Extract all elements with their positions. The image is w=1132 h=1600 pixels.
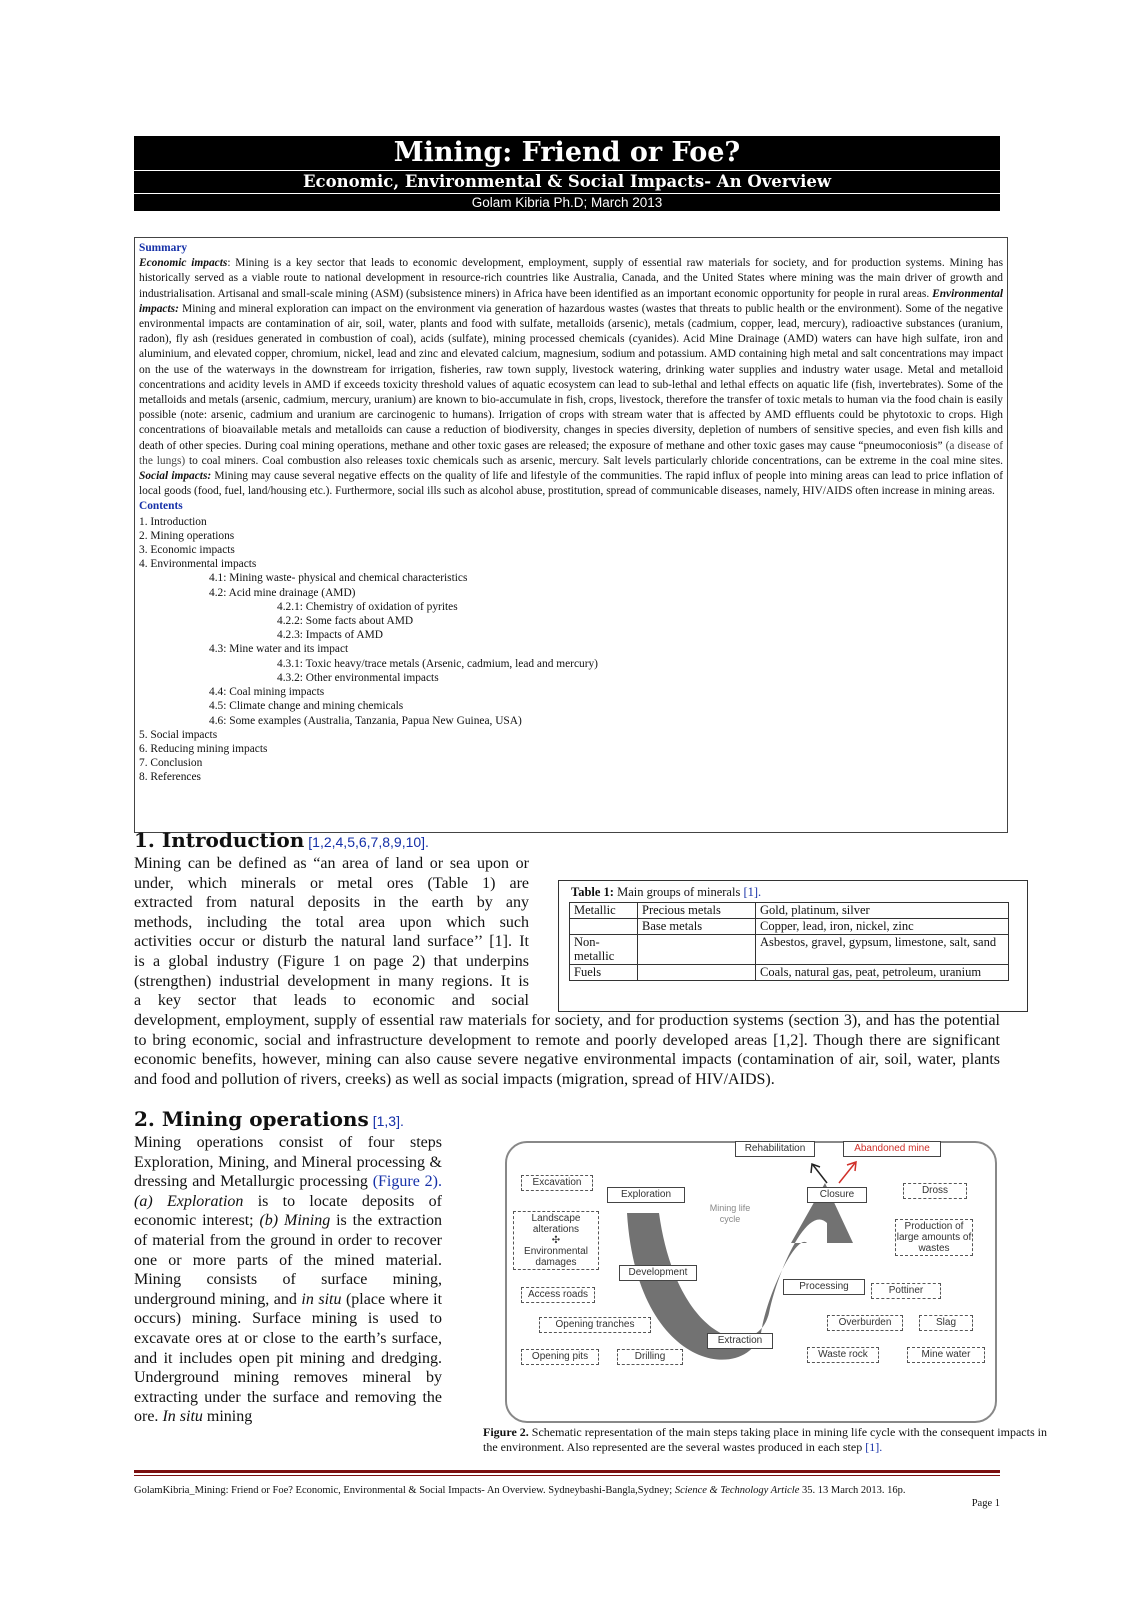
environmental-impacts-label: Environmental impacts: xyxy=(139,287,1003,315)
footer-citation xyxy=(134,1484,1000,1497)
toc-item[interactable]: 4.3.1: Toxic heavy/trace metals (Arsenic, cadmium, lead and mercury) xyxy=(277,657,598,670)
env-damage-label: Environmental damages xyxy=(524,1246,588,1268)
processing-box: Processing xyxy=(783,1279,865,1295)
slag-box: Slag xyxy=(919,1315,973,1331)
toc-item[interactable]: 4.4: Coal mining impacts xyxy=(209,686,325,699)
toc-item[interactable]: 4.2.3: Impacts of AMD xyxy=(277,629,383,642)
table-cell: Asbestos, gravel, gypsum, limestone, salt, sand xyxy=(756,934,1009,965)
toc-item[interactable]: 4.2.1: Chemistry of oxidation of pyrites xyxy=(277,600,458,613)
life-cycle-label: Mining life cycle xyxy=(705,1203,755,1225)
overburden-box: Overburden xyxy=(827,1315,903,1331)
abandoned-mine-box: Abandoned mine xyxy=(843,1141,941,1157)
table-cell: Precious metals xyxy=(638,903,756,919)
toc-item[interactable]: 4.2.2: Some facts about AMD xyxy=(277,615,414,628)
minerals-table xyxy=(569,902,1009,981)
table1-caption xyxy=(571,885,761,900)
table-cell: Non-metallic xyxy=(570,934,638,965)
production-wastes-box: Production of large amounts of wastes xyxy=(896,1221,972,1254)
toc-item[interactable]: 1. Introduction xyxy=(139,515,207,528)
environmental-impacts-text-2: to coal miners. Coal combustion also releases toxic chemicals such as arsenic, mercury. Salt levels particularly chloride concentrations, can be extreme in the coal mine sites. xyxy=(185,454,1003,467)
drilling-box: Drilling xyxy=(617,1349,683,1365)
economic-impacts-text: : Mining is a key sector that leads to economic development, employment, supply of essential raw materials for society, and for production systems. Mining has historically served as a viable route to national development in resource-rich countries like Australia, Canada, and the United States where mining was the main driver of growth and industrialisation. Artisanal and small-scale mining (ASM) (subsistence miners) in Africa have been identified as an important economic opportunity for people in rural areas. xyxy=(139,257,1003,300)
table-cell xyxy=(570,918,638,934)
mining-ops-text-f: mining xyxy=(202,1408,253,1426)
mining-ops-text-a: Mining operations consist of four steps Exploration, Mining, and Mineral processing & dressing and Metallurgic processing xyxy=(134,1134,442,1191)
intro-heading-row xyxy=(134,828,429,852)
opening-pits-box: Opening pits xyxy=(521,1349,599,1365)
summary-text xyxy=(139,256,1003,499)
intro-line: methods, including the total area upon which such xyxy=(134,913,529,931)
landscape-box: Landscape alterations ✣ Environmental damages xyxy=(513,1211,599,1270)
toc-item[interactable]: 7. Conclusion xyxy=(139,757,203,770)
summary-box xyxy=(134,237,1008,833)
intro-narrow-text xyxy=(134,854,529,1011)
intro-wide-text: development, employment, supply of essential raw materials for society, and for production systems (section 3), and has the potential to bring economic, social and infrastructure development to remote and poorly developed areas [1,2]. Though there are significant economic benefits, however, mining can also cause severe negative environmental impacts (contamination of air, soil, water, plants and food and pollution of rivers, creeks) as well as social impacts (migration, spread of HIV/AIDS). xyxy=(134,1012,1000,1088)
landscape-label: Landscape alterations xyxy=(531,1213,581,1235)
summary-heading: Summary xyxy=(139,242,188,254)
mining-ops-heading: 2. Mining operations xyxy=(134,1107,369,1131)
toc-item[interactable]: 4.1: Mining waste- physical and chemical characteristics xyxy=(209,572,468,585)
footer-journal: Science & Technology Article xyxy=(674,1485,800,1496)
intro-line: activities occur or disturb the natural land surface’’ [1]. It xyxy=(134,933,529,951)
pottiner-box: Pottiner xyxy=(871,1283,941,1299)
excavation-box: Excavation xyxy=(521,1175,593,1191)
lungs-note: (a disease of the lungs) xyxy=(139,439,1003,467)
rehabilitation-box: Rehabilitation xyxy=(735,1141,815,1157)
table-row xyxy=(570,965,1009,981)
toc-item[interactable]: 8. References xyxy=(139,771,201,784)
extraction-box: Extraction xyxy=(707,1333,773,1349)
table-row xyxy=(570,918,1009,934)
toc-item[interactable]: 5. Social impacts xyxy=(139,728,218,741)
table-of-contents xyxy=(139,515,1003,785)
table-row xyxy=(570,934,1009,965)
social-impacts-text: Mining may cause several negative effects on the quality of life and lifestyle of the communities. The rapid influx of people into mining areas can lead to price inflation of local goods (food, fuel, land/housing etc.). Furthermore, social ills such as alcohol abuse, prostitution, spread of communicable diseases, namely, HIV/AIDS often increase in mining areas. xyxy=(139,470,1003,498)
toc-item[interactable]: 4.6: Some examples (Australia, Tanzania, Papua New Guinea, USA) xyxy=(209,714,522,727)
footer-rule-thin xyxy=(134,1475,1000,1476)
table1-caption-ref[interactable]: [1]. xyxy=(743,885,762,899)
mining-ops-refs[interactable]: [1,3]. xyxy=(372,1113,404,1129)
exploration-box: Exploration xyxy=(607,1187,685,1203)
mining-term: (b) Mining xyxy=(259,1212,331,1230)
toc-item[interactable]: 2. Mining operations xyxy=(139,529,235,542)
intro-line: Mining can be defined as “an area of land or sea upon or xyxy=(134,855,529,872)
table-cell: Gold, platinum, silver xyxy=(756,903,1009,919)
toc-item[interactable]: 6. Reducing mining impacts xyxy=(139,742,268,755)
table-cell: Copper, lead, iron, nickel, zinc xyxy=(756,918,1009,934)
table-cell: Base metals xyxy=(638,918,756,934)
toc-item[interactable]: 4.3.2: Other environmental impacts xyxy=(277,671,439,684)
document-title: Mining: Friend or Foe? xyxy=(134,136,1000,170)
mining-ops-text-c: is to locate deposits of economic interest; xyxy=(134,1192,443,1230)
page-number: Page 1 xyxy=(971,1498,1000,1509)
access-roads-box: Access roads xyxy=(521,1287,595,1303)
table-cell xyxy=(638,934,756,965)
mining-ops-text xyxy=(134,1133,442,1427)
mining-ops-text-e: (place where it occurs) mining. Surface mining is used to excavate ores at or close to the earth’s surface, and it includes open pit mining and dredging. Underground mining removes mineral by extracting under the surface and removing the ore. xyxy=(134,1290,443,1426)
opening-tranches-box: Opening tranches xyxy=(539,1317,651,1333)
intro-refs[interactable]: [1,2,4,5,6,7,8,9,10]. xyxy=(308,834,429,850)
intro-line: extracted from natural deposits in the earth by any xyxy=(134,894,529,912)
figure2-caption-label: Figure 2. xyxy=(483,1425,529,1439)
in-situ-term: in situ xyxy=(301,1290,342,1308)
toc-item[interactable]: 4.2: Acid mine drainage (AMD) xyxy=(209,586,356,599)
intro-line: (strengthen) industrial development in many regions. It is xyxy=(134,972,529,990)
footer xyxy=(134,1484,1000,1510)
intro-line: a key sector that leads to economic and social xyxy=(134,992,529,1010)
table-cell: Metallic xyxy=(570,903,638,919)
table-cell: Fuels xyxy=(570,965,638,981)
table1-caption-label: Table 1: xyxy=(571,885,614,899)
toc-item[interactable]: 4.5: Climate change and mining chemicals xyxy=(209,700,404,713)
intro-heading: 1. Introduction xyxy=(134,828,305,852)
intro-line: is a global industry (Figure 1 on page 2) that underpins xyxy=(134,952,529,970)
footer-rule xyxy=(134,1470,1000,1473)
toc-item[interactable]: 3. Economic impacts xyxy=(139,544,235,557)
table-cell xyxy=(638,965,756,981)
closure-box: Closure xyxy=(807,1187,867,1203)
figure2-caption xyxy=(483,1425,1058,1455)
figure2-ref[interactable]: (Figure 2). xyxy=(372,1173,442,1191)
footer-citation-end: 35. 13 March 2013. 16p. xyxy=(799,1485,906,1496)
contents-heading: Contents xyxy=(139,500,183,513)
author-line: Golam Kibria Ph.D; March 2013 xyxy=(134,194,1000,211)
figure2-frame xyxy=(505,1141,997,1423)
social-impacts-label: Social impacts: xyxy=(139,470,212,483)
figure2-caption-ref[interactable]: [1]. xyxy=(865,1440,883,1454)
exploration-term: Exploration xyxy=(166,1192,244,1210)
development-box: Development xyxy=(619,1265,697,1281)
table1-caption-text: Main groups of minerals xyxy=(613,885,744,899)
mining-ops-text-d: is the extraction of material from the ground in order to recover one or more parts of the mined material. Mining consists of surface mining, underground mining, and xyxy=(134,1212,443,1308)
waste-rock-box: Waste rock xyxy=(807,1347,879,1363)
mining-ops-heading-row xyxy=(134,1107,404,1131)
mining-ops-text-b: (a) xyxy=(134,1192,167,1210)
economic-impacts-label: Economic impacts xyxy=(139,257,228,270)
dross-box: Dross xyxy=(903,1183,967,1199)
toc-item[interactable]: 4. Environmental impacts xyxy=(139,558,257,571)
table-row xyxy=(570,903,1009,919)
mine-water-box: Mine water xyxy=(907,1347,985,1363)
table-cell: Coals, natural gas, peat, petroleum, uranium xyxy=(756,965,1009,981)
intro-line: under, which minerals or metal ores (Table 1) are xyxy=(134,874,529,892)
environmental-impacts-text: Mining and mineral exploration can impact on the environment via generation of hazardous wastes (wastes that threats to public health or the environment). Some of the negative environmental impacts are contamination of air, soil, water, plants and food with sulfate, metalloids (arsenic), metals (cadmium, copper, lead, mercury), radioactive substances (uranium, radon), fly ash (residues generated in combustion of coal), acids (sulfate), mining processed chemicals (cyanides). Acid Mine Drainage (AMD) waters can have high sulfate, iron and aluminium, and elevated copper, chromium, nickel, lead and zinc and elevated calcium, magnesium, sodium and potassium. AMD containing high metal and salt concentrations may impact on the use of the waterways in the downstream for irrigation, fisheries, raw town supply, livestock watering, drinking water supplies and industry water usage. Metal and metalloid concentrations and acidity levels in AMD if exceeds toxicity threshold values of aquatic ecosystem can lead to sub-lethal and lethal effects on aquatic life (fish, invertebrates). Some of the metalloids and metals (arsenic, cadmium, mercury, uranium) are known to bio-accumulate in fish, crops, livestock, therefore the transfer of toxic metals to human via the food chain is easily possible (note: arsenic, cadmium and uranium are carcinogenic to humans). Irrigation of crops with stream water that is affected by AMD effluents could be phytotoxic to crops. High concentrations of bioavailable metals and metalloids can cause a reduction of biodiversity, changes in species diversity, depletion of numbers of sensitive species, and even fish kills and death of other species. During coal mining operations, methane and other toxic gases are released; the exposure of methane and other toxic gases may cause “pneumoconiosis” xyxy=(139,302,1003,452)
toc-item[interactable]: 4.3: Mine water and its impact xyxy=(209,643,349,656)
footer-citation-text: GolamKibria_Mining: Friend or Foe? Economic, Environmental & Social Impacts- An Overview. Sydneybashi-Bangla,Sydney; xyxy=(134,1485,675,1496)
document-subtitle: Economic, Environmental & Social Impacts- An Overview xyxy=(134,171,1000,193)
in-situ-term-2: In situ xyxy=(162,1408,203,1426)
figure2-caption-text: Schematic representation of the main steps taking place in mining life cycle with the consequent impacts in the environment. Also represented are the several wastes produced in each step xyxy=(483,1425,1047,1454)
